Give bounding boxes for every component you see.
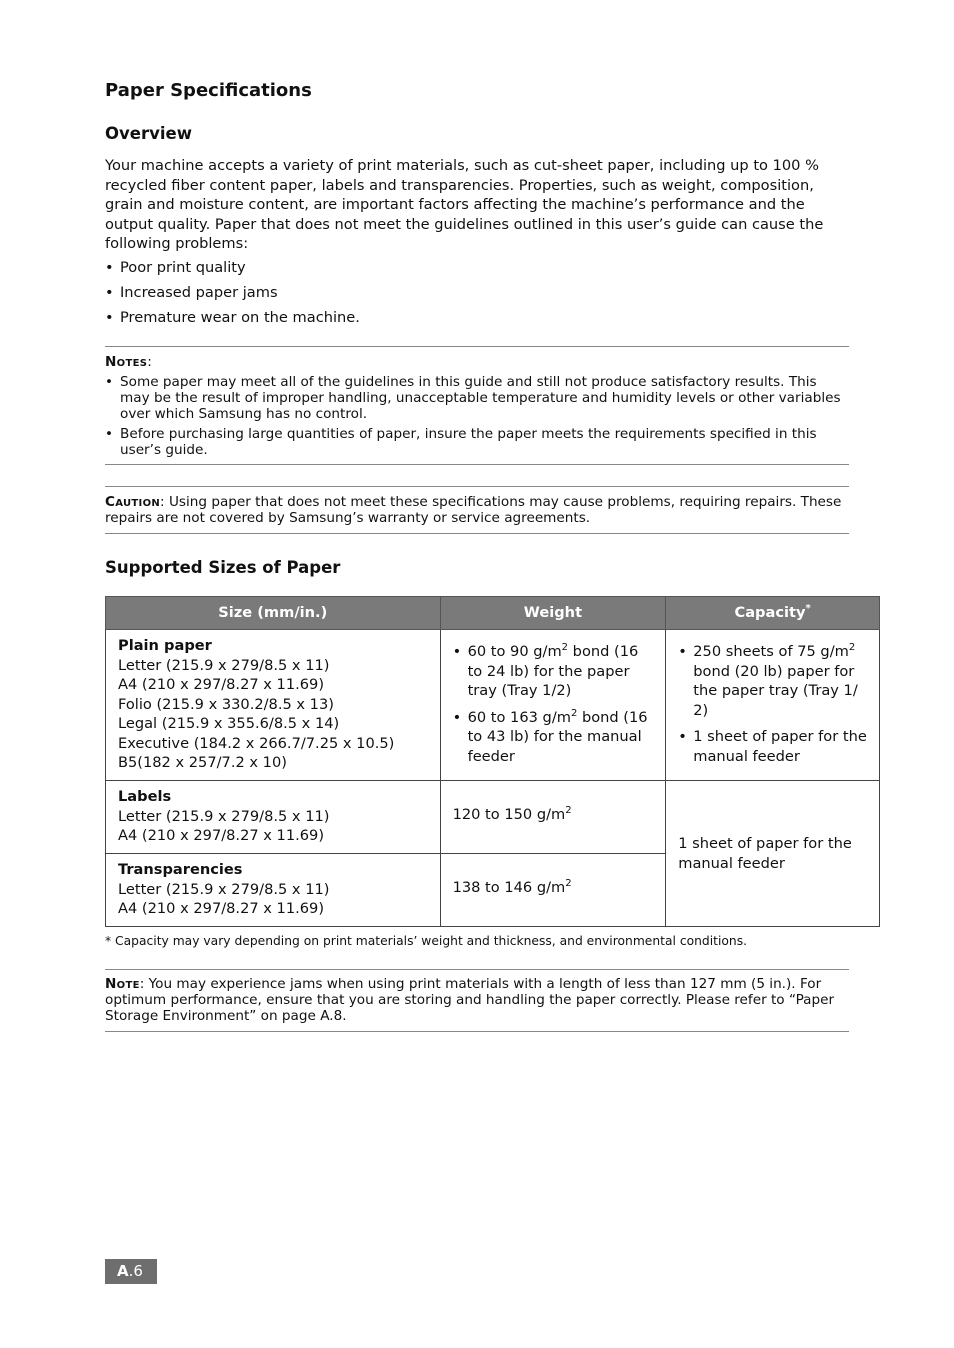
category-name: Labels	[118, 788, 172, 805]
notes-list	[105, 374, 849, 458]
category-name: Plain paper	[118, 637, 212, 654]
note-text: : You may experience jams when using print materials with a length of less than 127 mm (5 in.). For optimum performance, ensure that you are storing and handling the paper correctly. Please refer to “Paper Storage Environment” on page A.8.	[105, 976, 835, 1024]
divider	[105, 969, 849, 970]
capacity-cell	[666, 630, 880, 781]
notes-box: Notes: • Some paper may meet all of the guidelines in this guide and still not produce satisfactory results. This may be the result of improper handling, unacceptable temperature and humidity levels or other variables over which Samsung has no control. • Before purchasing large quantities of paper, insure the paper meets the requirements specified in this user’s guide.	[105, 354, 849, 462]
size-item: Letter (215.9 x 279/8.5 x 11)	[118, 807, 330, 825]
overview-heading: Overview	[105, 124, 192, 143]
size-item: Letter (215.9 x 279/8.5 x 11)	[118, 656, 330, 674]
column-header-capacity: Capacity*	[666, 597, 880, 630]
category-name: Transparencies	[118, 861, 243, 878]
size-item: Letter (215.9 x 279/8.5 x 11)	[118, 880, 330, 898]
weight-cell	[440, 630, 666, 781]
size-item: Folio (215.9 x 330.2/8.5 x 13)	[118, 695, 334, 713]
size-item: Legal (215.9 x 355.6/8.5 x 14)	[118, 715, 340, 732]
notes-label: Notes	[105, 354, 148, 370]
divider	[105, 533, 849, 534]
weight-cell: 120 to 150 $g/m^2$	[440, 781, 666, 854]
note-label: Note	[105, 976, 140, 992]
caution-box	[105, 494, 849, 526]
divider	[105, 464, 849, 465]
size-item: A4 (210 x 297/8.27 x 11.69)	[118, 900, 325, 917]
capacity-cell: 1 sheet of paper for the manual feeder	[666, 781, 880, 927]
size-cell	[106, 781, 441, 854]
sizes-heading: Supported Sizes of Paper	[105, 558, 341, 577]
table-footnote: * Capacity may vary depending on print materials’ weight and thickness, and environmental conditions.	[105, 934, 748, 948]
overview-paragraph: Your machine accepts a variety of print materials, such as cut-sheet paper, including up to 100 % recycled fiber content paper, labels and transparencies. Properties, such as weight, composition, grain and moisture content, are important factors affecting the machine’s performance and the output quality. Paper that does not meet the guidelines outlined in this user’s guide can cause the following problems:	[105, 157, 824, 252]
divider	[105, 346, 849, 347]
table-row	[106, 781, 880, 854]
list-item: • Premature wear on the machine.	[105, 308, 360, 333]
size-item: A4 (210 x 297/8.27 x 11.69)	[118, 827, 325, 844]
list-item: • Before purchasing large quantities of paper, insure the paper meets the requirements specified in this user’s guide.	[105, 426, 849, 458]
list-item: • 1 sheet of paper for the manual feeder	[678, 727, 867, 766]
size-item: B5(182 x 257/7.2 x 10)	[118, 754, 287, 771]
column-header-size: Size (mm/in.)	[106, 597, 441, 630]
size-item: Executive (184.2 x 266.7/7.25 x 10.5)	[118, 734, 395, 752]
size-item: A4 (210 x 297/8.27 x 11.69)	[118, 676, 325, 693]
list-item: • 250 sheets of 75 $g/m^2$ bond (20 lb) paper for the paper tray (Tray 1/ 2)	[678, 642, 867, 720]
column-header-weight: Weight	[440, 597, 666, 630]
caution-text: : Using paper that does not meet these specifications may cause problems, requiring repairs. These repairs are not covered by Samsung’s warranty or service agreements.	[105, 494, 842, 526]
caution-label: Caution	[105, 494, 161, 510]
list-item: • Some paper may meet all of the guidelines in this guide and still not produce satisfactory results. This may be the result of improper handling, unacceptable temperature and humidity levels or other variables over which Samsung has no control.	[105, 374, 849, 422]
page-title: Paper Specifications	[105, 80, 312, 101]
paper-sizes-table	[105, 596, 880, 927]
divider	[105, 486, 849, 487]
table-row	[106, 630, 880, 781]
page-number-badge: A.6	[105, 1259, 157, 1284]
list-item: • 60 to 90 $g/m^2$ bond (16 to 24 lb) for the paper tray (Tray 1/2)	[453, 642, 654, 701]
list-item: • 60 to 163 $g/m^2$ bond (16 to 43 lb) for the manual feeder	[453, 708, 654, 767]
list-item: • Increased paper jams	[105, 283, 360, 308]
weight-cell: 138 to 146 $g/m^2$	[440, 854, 666, 927]
size-cell	[106, 630, 441, 781]
problem-list	[105, 258, 360, 333]
table-header-row	[106, 597, 880, 630]
list-item: • Poor print quality	[105, 258, 360, 283]
divider	[105, 1031, 849, 1032]
note-box	[105, 976, 849, 1024]
size-cell	[106, 854, 441, 927]
